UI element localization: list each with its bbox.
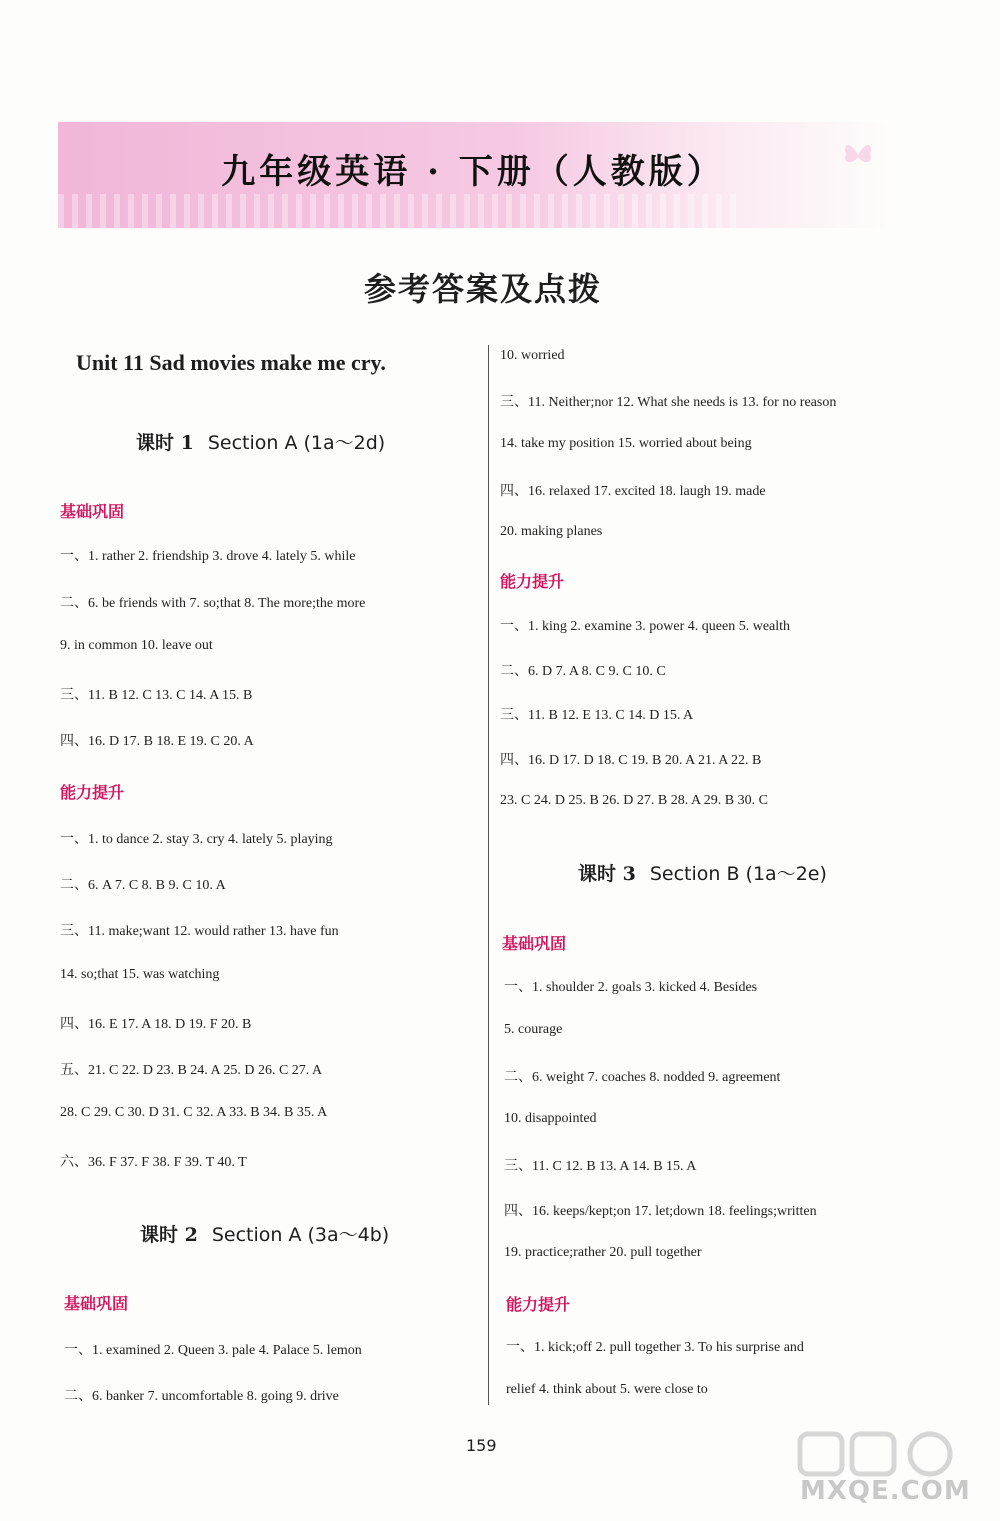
answer-line: 四、16. D 17. B 18. E 19. C 20. A [60, 734, 254, 749]
header-banner [58, 122, 888, 228]
answer-line: 一、1. shoulder 2. goals 3. kicked 4. Besides [504, 980, 758, 995]
section-heading-advanced: 能力提升 [60, 783, 125, 802]
answer-line: 四、16. E 17. A 18. D 19. F 20. B [60, 1017, 252, 1032]
lesson-3-section: Section B (1a～2e) [649, 863, 827, 885]
watermark-logo-icon [770, 1430, 990, 1520]
answer-line: 23. C 24. D 25. B 26. D 27. B 28. A 29. B 30. C [500, 793, 768, 808]
answer-line: 六、36. F 37. F 38. F 39. T 40. T [60, 1155, 247, 1170]
page-number: 159 [466, 1436, 497, 1455]
answer-line: 10. worried [500, 348, 565, 363]
answer-line: 一、1. to dance 2. stay 3. cry 4. lately 5. playing [60, 832, 333, 847]
page-title: 参考答案及点拨 [363, 270, 602, 308]
answer-line: 二、6. banker 7. uncomfortable 8. going 9. drive [64, 1389, 339, 1404]
lesson-2-label: 课时 2 [140, 1224, 198, 1246]
lesson-2-section: Section A (3a～4b) [211, 1224, 390, 1246]
lesson-1-section: Section A (1a～2d) [207, 432, 386, 454]
section-heading-basic: 基础巩固 [60, 502, 125, 521]
answer-line: 四、16. D 17. D 18. C 19. B 20. A 21. A 22. B [500, 753, 762, 768]
answer-line: 14. take my position 15. worried about being [500, 436, 752, 451]
lesson-1-heading [136, 428, 385, 455]
answer-line: 10. disappointed [504, 1111, 597, 1126]
answer-line: 二、6. A 7. C 8. B 9. C 10. A [60, 878, 226, 893]
banner-title: 九年级英语 · 下册（人教版） [221, 152, 725, 192]
section-heading-advanced: 能力提升 [500, 572, 565, 591]
answer-line: 20. making planes [500, 524, 603, 539]
answer-line: 二、6. weight 7. coaches 8. nodded 9. agreement [504, 1070, 781, 1085]
lesson-3-heading [578, 859, 827, 886]
answer-line: 二、6. D 7. A 8. C 9. C 10. C [500, 664, 666, 679]
answer-line: 三、11. C 12. B 13. A 14. B 15. A [504, 1159, 697, 1174]
column-divider [488, 345, 489, 1405]
unit-title: Unit 11 Sad movies make me cry. [76, 350, 386, 375]
banner-decoration [58, 194, 738, 228]
answer-line: 四、16. relaxed 17. excited 18. laugh 19. made [500, 484, 766, 499]
answer-line: 14. so;that 15. was watching [60, 967, 220, 982]
watermark-text: MXQE.COM [800, 1476, 971, 1506]
answer-line: 三、11. B 12. C 13. C 14. A 15. B [60, 688, 253, 703]
answer-line: 三、11. B 12. E 13. C 14. D 15. A [500, 708, 694, 723]
section-heading-basic: 基础巩固 [502, 934, 567, 953]
lesson-3-label: 课时 3 [578, 863, 636, 885]
answer-line: 19. practice;rather 20. pull together [504, 1245, 702, 1260]
answer-line: 三、11. Neither;nor 12. What she needs is 13. for no reason [500, 395, 837, 410]
answer-line: 一、1. examined 2. Queen 3. pale 4. Palace 5. lemon [64, 1343, 362, 1358]
answer-line: 28. C 29. C 30. D 31. C 32. A 33. B 34. B 35. A [60, 1105, 328, 1120]
answer-line: relief 4. think about 5. were close to [506, 1382, 708, 1397]
answer-line: 四、16. keeps/kept;on 17. let;down 18. feelings;written [504, 1204, 817, 1219]
answer-line: 一、1. rather 2. friendship 3. drove 4. lately 5. while [60, 549, 356, 564]
answer-line: 三、11. make;want 12. would rather 13. have fun [60, 924, 339, 939]
butterfly-icon [840, 140, 876, 170]
lesson-2-heading [140, 1220, 389, 1247]
section-heading-basic: 基础巩固 [64, 1294, 129, 1313]
answer-line: 五、21. C 22. D 23. B 24. A 25. D 26. C 27. A [60, 1063, 323, 1078]
answer-line: 一、1. king 2. examine 3. power 4. queen 5. wealth [500, 619, 791, 634]
answer-line: 5. courage [504, 1022, 563, 1037]
section-heading-advanced: 能力提升 [506, 1295, 571, 1314]
answer-line: 9. in common 10. leave out [60, 638, 213, 653]
answer-line: 一、1. kick;off 2. pull together 3. To his surprise and [506, 1340, 804, 1355]
lesson-1-label: 课时 1 [136, 432, 194, 454]
answer-line: 二、6. be friends with 7. so;that 8. The more;the more [60, 596, 366, 611]
